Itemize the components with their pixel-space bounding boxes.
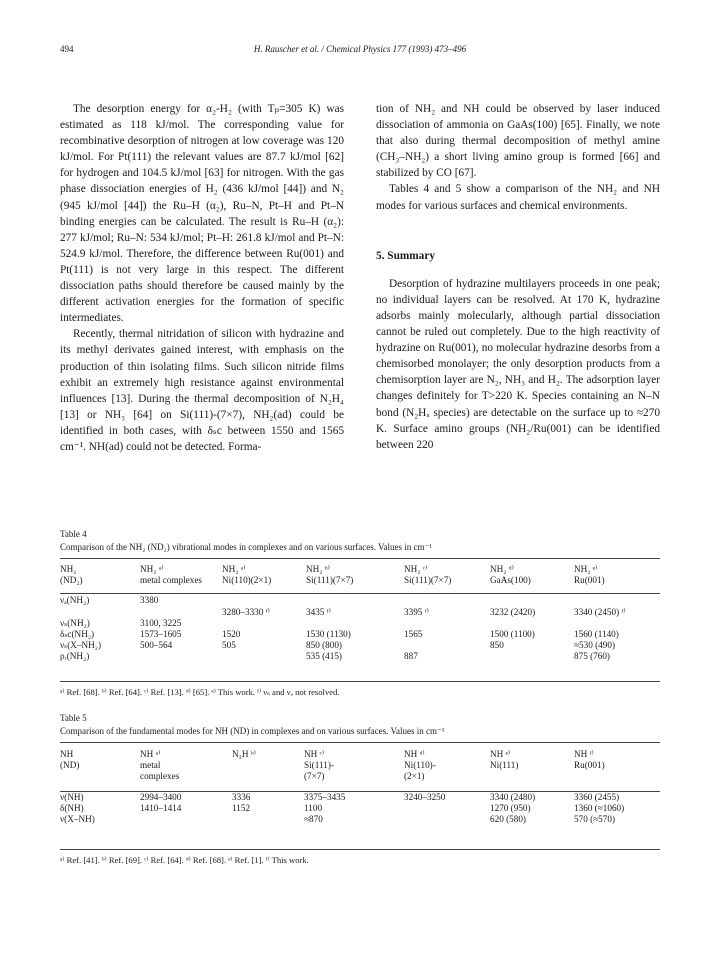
table5-body <box>60 783 660 826</box>
table-row <box>60 640 660 651</box>
running-head: H. Rauscher et al. / Chemical Physics 177 (1993) 473–496 <box>253 44 467 54</box>
table-caption: Comparison of the fundamental modes for NH (ND) in complexes and on various surfaces. Values in cm⁻¹ <box>60 725 445 736</box>
table-header-cell <box>490 771 574 782</box>
table-header-cell: N₃H ᵇ⁾ <box>232 749 256 759</box>
table-header-cell: (ND) <box>60 760 80 771</box>
table-cell <box>404 640 490 651</box>
table-header-cell: NH ᵉ⁾ <box>490 749 511 759</box>
table-cell: 1152 <box>232 802 251 813</box>
table-cell: 3336 <box>232 791 251 802</box>
table-header-cell: (2×1) <box>404 771 425 782</box>
right-text-column <box>376 101 660 453</box>
table-header-cell: NH₂ <box>60 564 77 574</box>
table-cell <box>140 651 222 662</box>
table-cell: δₛc(NH₂) <box>60 629 95 640</box>
table-cell <box>574 586 660 606</box>
table-label: Table 5 <box>60 713 87 723</box>
table-row <box>60 629 660 640</box>
table-cell: 1565 <box>404 629 423 640</box>
table-cell: 1500 (1100) <box>490 629 535 640</box>
table-cell: 3375–3435 <box>304 791 346 802</box>
table4-body <box>60 586 660 662</box>
table-cell: 3360 (2455) <box>574 791 620 802</box>
table5 <box>60 749 660 825</box>
table-header-cell: NH₂ ᵉ⁾ <box>574 564 598 574</box>
table5-caption-block <box>60 712 660 737</box>
table-cell: 3380 <box>140 595 159 606</box>
table-rule <box>60 742 660 743</box>
table-cell <box>404 618 490 629</box>
table-row <box>60 586 660 606</box>
table-label: Table 4 <box>60 529 87 539</box>
table-cell <box>60 607 140 618</box>
table-header-cell: GaAs(100) <box>490 575 531 586</box>
table-header-cell: Si(111)(7×7) <box>306 575 354 586</box>
body-paragraph: tion of NH₂ and NH could be observed by laser induced dissociation of ammonia on GaAs(100) [65]. Finally, we note that also during thermal decomposition of methyl amine (CH₃–NH₂) a short living amino group is formed [66] and stabilized by CO [67]. <box>376 103 660 180</box>
table-header-cell: Ru(001) <box>574 760 605 771</box>
table-rule <box>60 558 660 559</box>
table-header-cell: NH ᵈ⁾ <box>404 749 425 759</box>
table-header-cell: metal complexes <box>140 575 202 586</box>
table-row <box>60 803 660 814</box>
body-paragraph: Desorption of hydrazine multilayers proceeds in one peak; no individual layers can be resolved. At 170 K, hydrazine adsorbs mainly molecularly, although partial dissociation cannot be ruled out completely. Due to the high reactivity of hydrazine on Ru(001), no molecular hydrazine desorbs from a chemisorbed monolayer; the only desorption products from a chemisorption layer are N₂, NH₃ and H₂. The adsorption layer changes definitely for T>220 K. Species containing an N–N bond (N₂Hₓ species) are detectable on the surface up to ≈270 K. Surface amino groups (NH₂/Ru(001) can be identified between 220 <box>376 277 660 451</box>
table-cell: 1573–1605 <box>140 629 182 640</box>
table-cell <box>222 586 306 606</box>
table-cell: ρᵣ(NH₂) <box>60 651 90 662</box>
table-cell: 1410–1414 <box>140 802 182 813</box>
table-row <box>60 651 660 662</box>
body-paragraph: The desorption energy for α₂-H₂ (with Tₚ=305 K) was estimated as 118 kJ/mol. The corresponding value for recombinative desorption of nitrogen at low coverage was 120 kJ/mol. For Pt(111) the relevant values are 87.7 kJ/mol [62] for hydrogen and 104.5 kJ/mol [63] for nitrogen. With the gas phase dissociation energies of H₂ (436 kJ/mol [44]) and N₂ (945 kJ/mol [44]) the Ru–H (α₂), Ru–N, Pt–H and Pt–N binding energies can be calculated. The result is Ru–H (α₂): 277 kJ/mol; Ru–N: 534 kJ/mol; Pt–H: 261.8 kJ/mol and Pt–N: 524.9 kJ/mol. Therefore, the difference between Ru(001) and Pt(111) is not very large in this respect. The different dissociation paths should therefore be caused mainly by the different activation energies for the formation of specific intermediates. <box>60 103 344 325</box>
table-cell: ν(X–NH) <box>60 814 95 825</box>
page-number: 494 <box>60 44 74 54</box>
table-header-cell: NH ᵃ⁾ <box>140 749 161 759</box>
table-header-cell: (7×7) <box>304 771 325 782</box>
table-cell <box>222 618 306 629</box>
table-cell <box>404 586 490 606</box>
table-cell <box>232 814 304 825</box>
table-header-cell: NH <box>60 749 74 759</box>
table-header-cell: NH₂ ᵈ⁾ <box>490 564 514 574</box>
table-header-cell: Ni(111) <box>490 760 519 771</box>
table-header-cell: Ru(001) <box>574 575 605 586</box>
table-header-cell: Si(111)- <box>304 760 334 771</box>
running-header <box>60 44 660 60</box>
table-cell <box>140 607 222 618</box>
section-heading: 5. Summary <box>376 249 435 262</box>
table-cell: 3280–3330 ᶠ⁾ <box>222 606 270 617</box>
table-cell: ν(NH) <box>60 791 84 802</box>
table-header-cell: Ni(110)- <box>404 760 436 771</box>
table-cell: 3340 (2480) <box>490 791 536 802</box>
table-cell <box>490 586 574 606</box>
table-cell <box>490 618 574 629</box>
table-header-cell: (ND₂) <box>60 575 83 586</box>
table-cell: ≈870 <box>304 814 323 825</box>
table-cell: 535 (415) <box>306 651 342 662</box>
table-rule <box>60 593 660 594</box>
table-header-cell: NH₂ ᶜ⁾ <box>404 564 428 574</box>
table-header-cell: NH₂ ᵃ⁾ <box>222 564 246 574</box>
table-header-row <box>60 575 660 586</box>
table-cell: 620 (580) <box>490 814 526 825</box>
table-row <box>60 814 660 825</box>
table5-footnote: ᵃ⁾ Ref. [41]. ᵇ⁾ Ref. [69]. ᶜ⁾ Ref. [64]. ᵈ⁾ Ref. [68]. ᵉ⁾ Ref. [1]. ᶠ⁾ This work. <box>60 855 309 865</box>
table-cell: 887 <box>404 651 418 662</box>
body-paragraph: Recently, thermal nitridation of silicon with hydrazine and its methyl derivates gained interest, with emphasis on the production of thin isolating films. Such silicon nitride films exhibit an extremely high resistance against environmental influences [13]. During the thermal decomposition of N₂H₄ [13] or NH₃ [64] on Si(111)-(7×7), NH₂(ad) could be identified in both cases, with δₛc between 1550 and 1565 cm⁻¹. NH(ad) could not be detected. Forma- <box>60 328 344 453</box>
table4 <box>60 564 660 663</box>
table-cell: 1520 <box>222 629 241 640</box>
left-text-column <box>60 101 344 455</box>
table-cell <box>306 586 404 606</box>
table-cell: 1560 (1140) <box>574 629 619 640</box>
table-rule <box>60 791 660 792</box>
table-cell <box>140 814 232 825</box>
table-header-row <box>60 564 660 575</box>
table-cell <box>404 814 490 825</box>
table5-header <box>60 749 660 783</box>
table-cell: 3100, 3225 <box>140 617 182 628</box>
table-cell: δ(NH) <box>60 802 84 813</box>
table-header-cell <box>574 771 660 782</box>
table-cell: 500–564 <box>140 640 173 651</box>
table-header-cell: metal <box>140 760 161 771</box>
table-cell: 850 (800) <box>306 640 342 651</box>
table-row <box>60 783 660 803</box>
table-cell: 570 (≈570) <box>574 814 616 825</box>
table-cell: 2994–3400 <box>140 791 182 802</box>
table-cell: 3435 ᶠ⁾ <box>306 606 331 617</box>
table-row <box>60 618 660 629</box>
table4-footnote: ᵃ⁾ Ref. [68]. ᵇ⁾ Ref. [64]. ᶜ⁾ Ref. [13]. ᵈ⁾ [65]. ᵉ⁾ This work. ᶠ⁾ νₛ and νₐ not resolved. <box>60 687 340 697</box>
table-header-row <box>60 749 660 760</box>
table-rule <box>60 849 660 850</box>
table-cell: 1270 (950) <box>490 802 531 813</box>
table-cell: νₛ(X–NH₂) <box>60 640 102 651</box>
table-cell: 3232 (2420) <box>490 606 536 617</box>
table-header-cell: Ni(110)(2×1) <box>222 575 272 586</box>
table-header-cell: NH₂ ᵇ⁾ <box>306 564 330 574</box>
table-rule <box>60 681 660 682</box>
table-cell: 1530 (1130) <box>306 629 351 640</box>
table-cell <box>490 651 574 662</box>
table-cell: νₐ(NH₂) <box>60 595 90 606</box>
table-cell: ≈530 (490) <box>574 640 616 651</box>
table-header-cell <box>60 771 140 782</box>
table-cell <box>574 618 660 629</box>
table-cell <box>306 618 404 629</box>
table-cell: 875 (760) <box>574 651 610 662</box>
table-header-cell: NH ᶜ⁾ <box>304 749 325 759</box>
table-header-cell: NH₂ ᵃ⁾ <box>140 564 164 574</box>
table-cell: 3395 ᶠ⁾ <box>404 606 429 617</box>
table-cell: 850 <box>490 640 504 651</box>
body-paragraph: Tables 4 and 5 show a comparison of the NH₂ and NH modes for various surfaces and chemical environments. <box>376 183 660 212</box>
table4-header <box>60 564 660 586</box>
table-caption: Comparison of the NH₂ (ND₂) vibrational modes in complexes and on various surfaces. Values in cm⁻¹ <box>60 541 432 552</box>
table-cell: 3340 (2450) ᶠ⁾ <box>574 606 626 617</box>
table-header-cell: NH ᶠ⁾ <box>574 749 594 759</box>
table-cell: 505 <box>222 640 236 651</box>
table-cell <box>404 803 490 814</box>
table-header-row <box>60 771 660 782</box>
table-row <box>60 607 660 618</box>
table4-caption-block <box>60 528 660 553</box>
table-cell: 3240–3250 <box>404 791 446 802</box>
table-header-cell: complexes <box>140 771 180 782</box>
table-cell <box>222 651 306 662</box>
table-cell: 1100 <box>304 802 323 813</box>
table-header-cell <box>232 760 304 771</box>
table-header-row <box>60 760 660 771</box>
table-cell: 1360 (≈1060) <box>574 802 625 813</box>
table-header-cell: Si(111)(7×7) <box>404 575 452 586</box>
table-cell: νₛ(NH₂) <box>60 617 90 628</box>
table-header-cell <box>232 771 304 782</box>
